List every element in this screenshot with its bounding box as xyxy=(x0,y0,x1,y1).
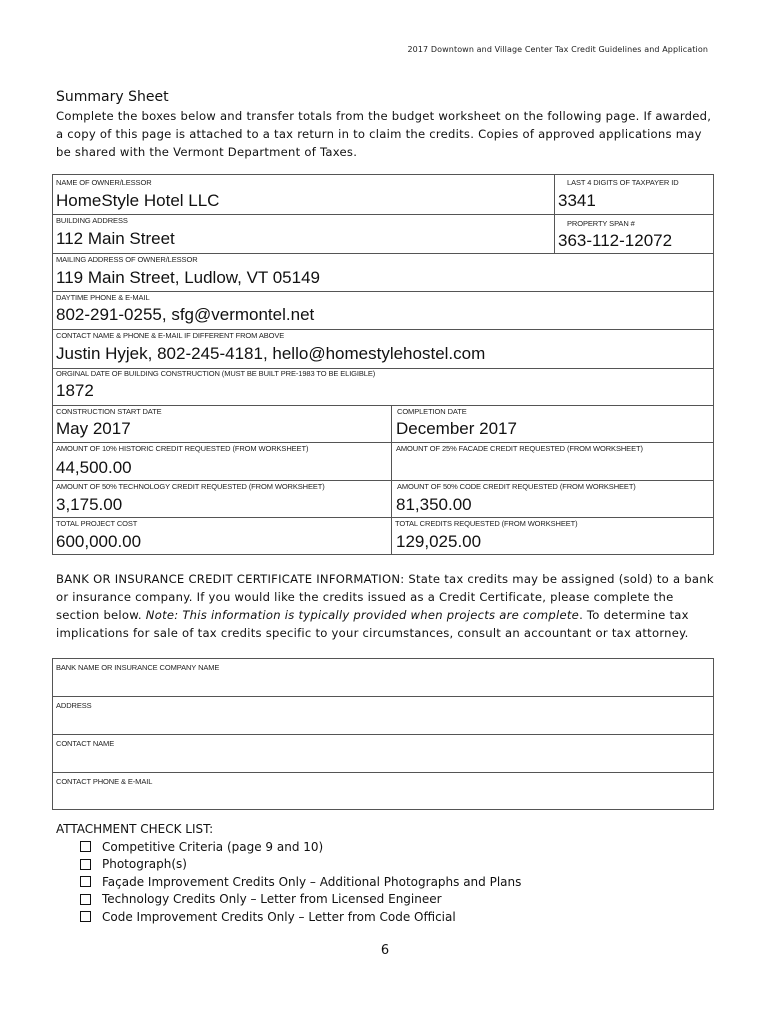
completion-date-field[interactable] xyxy=(392,406,713,442)
historic-credit-value: 44,500.00 xyxy=(56,458,132,477)
code-credit-value: 81,350.00 xyxy=(396,495,472,514)
bank-address-label: ADDRESS xyxy=(56,701,92,710)
taxpayer-id-label: LAST 4 DIGITS OF TAXPAYER ID xyxy=(567,178,679,187)
daytime-phone-label: DAYTIME PHONE & E-MAIL xyxy=(56,293,150,302)
summary-form xyxy=(52,174,714,555)
start-date-value: May 2017 xyxy=(56,419,131,438)
checklist-item-label: Code Improvement Credits Only – Letter from Code Official xyxy=(102,909,456,924)
property-span-label: PROPERTY SPAN # xyxy=(567,219,635,228)
mailing-address-value: 119 Main Street, Ludlow, VT 05149 xyxy=(56,268,320,287)
bank-contact-name-field[interactable] xyxy=(53,735,713,772)
completion-date-value: December 2017 xyxy=(396,419,517,438)
intro-paragraph: Complete the boxes below and transfer totals from the budget worksheet on the following page. If awarded, a copy of this page is attached to a tax return in to claim the credits. Copies of approved applications may be shared with the Vermont Department of Taxes. xyxy=(56,109,712,159)
facade-credit-label: AMOUNT OF 25% FACADE CREDIT REQUESTED (FROM WORKSHEET) xyxy=(396,444,643,453)
total-credits-value: 129,025.00 xyxy=(396,532,482,551)
owner-name-value: HomeStyle Hotel LLC xyxy=(56,191,220,210)
bank-contact-phone-field[interactable] xyxy=(53,773,713,809)
checklist-item-label: Competitive Criteria (page 9 and 10) xyxy=(102,839,324,854)
bank-name-label: BANK NAME OR INSURANCE COMPANY NAME xyxy=(56,663,220,672)
contact-field[interactable] xyxy=(53,330,713,368)
facade-credit-field[interactable] xyxy=(392,443,713,480)
taxpayer-id-value: 3341 xyxy=(558,191,596,210)
page-number: 6 xyxy=(380,943,390,958)
bank-heading: BANK OR INSURANCE CREDIT CERTIFICATE INFORMATION: xyxy=(56,572,405,586)
property-span-value: 363-112-12072 xyxy=(558,231,673,250)
page-title: Summary Sheet xyxy=(56,89,169,105)
total-cost-field[interactable] xyxy=(53,518,391,554)
technology-credit-value: 3,175.00 xyxy=(56,495,123,514)
bank-name-field[interactable] xyxy=(53,659,713,696)
total-credits-label: TOTAL CREDITS REQUESTED (FROM WORKSHEET) xyxy=(395,519,578,528)
bank-contact-name-label: CONTACT NAME xyxy=(56,739,115,748)
contact-value: Justin Hyjek, 802-245-4181, hello@homestylehostel.com xyxy=(56,344,486,363)
attachment-checklist xyxy=(56,822,521,926)
checkbox[interactable] xyxy=(80,876,91,887)
code-credit-label: AMOUNT OF 50% CODE CREDIT REQUESTED (FROM WORKSHEET) xyxy=(397,482,636,491)
owner-name-label: NAME OF OWNER/LESSOR xyxy=(56,178,152,187)
start-date-field[interactable] xyxy=(53,406,391,442)
checklist-title: ATTACHMENT CHECK LIST: xyxy=(56,822,214,836)
running-head: 2017 Downtown and Village Center Tax Credit Guidelines and Application xyxy=(407,45,708,54)
contact-label: CONTACT NAME & PHONE & E-MAIL IF DIFFERENT FROM ABOVE xyxy=(56,331,285,340)
construction-date-value: 1872 xyxy=(56,381,94,400)
checklist-item-label: Technology Credits Only – Letter from Licensed Engineer xyxy=(102,892,442,907)
owner-name-field[interactable] xyxy=(53,175,553,214)
daytime-phone-field[interactable] xyxy=(53,292,713,329)
daytime-phone-value: 802-291-0255, sfg@vermontel.net xyxy=(56,305,315,324)
building-address-field[interactable] xyxy=(53,215,553,253)
total-cost-value: 600,000.00 xyxy=(56,532,142,551)
bank-text-1: State tax credits may be assigned (sold) to a bank or insurance company. If you would like the credits issued as a Credit Certificate, please complete the section below. xyxy=(56,572,714,622)
checklist-item[interactable] xyxy=(56,873,521,891)
checkbox[interactable] xyxy=(80,911,91,922)
checkbox[interactable] xyxy=(80,841,91,852)
construction-date-field[interactable] xyxy=(53,369,713,405)
checkbox[interactable] xyxy=(80,894,91,905)
bank-paragraph xyxy=(56,570,716,642)
bank-note: Note: This information is typically provided when projects are complete xyxy=(145,608,580,622)
mailing-address-field[interactable] xyxy=(53,254,713,291)
mailing-address-label: MAILING ADDRESS OF OWNER/LESSOR xyxy=(56,255,198,264)
checklist-item-label: Façade Improvement Credits Only – Additional Photographs and Plans xyxy=(102,874,522,889)
bank-text-2: . To determine tax implications for sale of tax credits specific to your circumstances, consult an accountant or tax attorney. xyxy=(56,608,689,640)
completion-date-label: COMPLETION DATE xyxy=(397,407,467,416)
bank-address-field[interactable] xyxy=(53,697,713,734)
historic-credit-field[interactable] xyxy=(53,443,391,480)
building-address-value: 112 Main Street xyxy=(56,229,175,248)
building-address-label: BUILDING ADDRESS xyxy=(56,216,128,225)
code-credit-field[interactable] xyxy=(392,481,713,517)
checklist-item[interactable] xyxy=(56,838,521,856)
property-span-field[interactable] xyxy=(555,215,713,253)
technology-credit-label: AMOUNT OF 50% TECHNOLOGY CREDIT REQUESTED (FROM WORKSHEET) xyxy=(56,482,325,491)
checklist-item-label: Photograph(s) xyxy=(102,857,187,872)
total-cost-label: TOTAL PROJECT COST xyxy=(56,519,138,528)
taxpayer-id-field[interactable] xyxy=(555,175,713,214)
total-credits-field[interactable] xyxy=(392,518,713,554)
construction-date-label: ORGINAL DATE OF BUILDING CONSTRUCTION (MUST BE BUILT PRE-1983 TO BE ELIGIBLE) xyxy=(56,369,376,378)
start-date-label: CONSTRUCTION START DATE xyxy=(56,407,162,416)
technology-credit-field[interactable] xyxy=(53,481,391,517)
bank-form xyxy=(52,658,714,810)
checklist-item[interactable] xyxy=(56,856,521,874)
checklist-item[interactable] xyxy=(56,908,521,926)
checkbox[interactable] xyxy=(80,859,91,870)
bank-contact-phone-label: CONTACT PHONE & E-MAIL xyxy=(56,777,153,786)
historic-credit-label: AMOUNT OF 10% HISTORIC CREDIT REQUESTED (FROM WORKSHEET) xyxy=(56,444,309,453)
checklist-item[interactable] xyxy=(56,891,521,909)
